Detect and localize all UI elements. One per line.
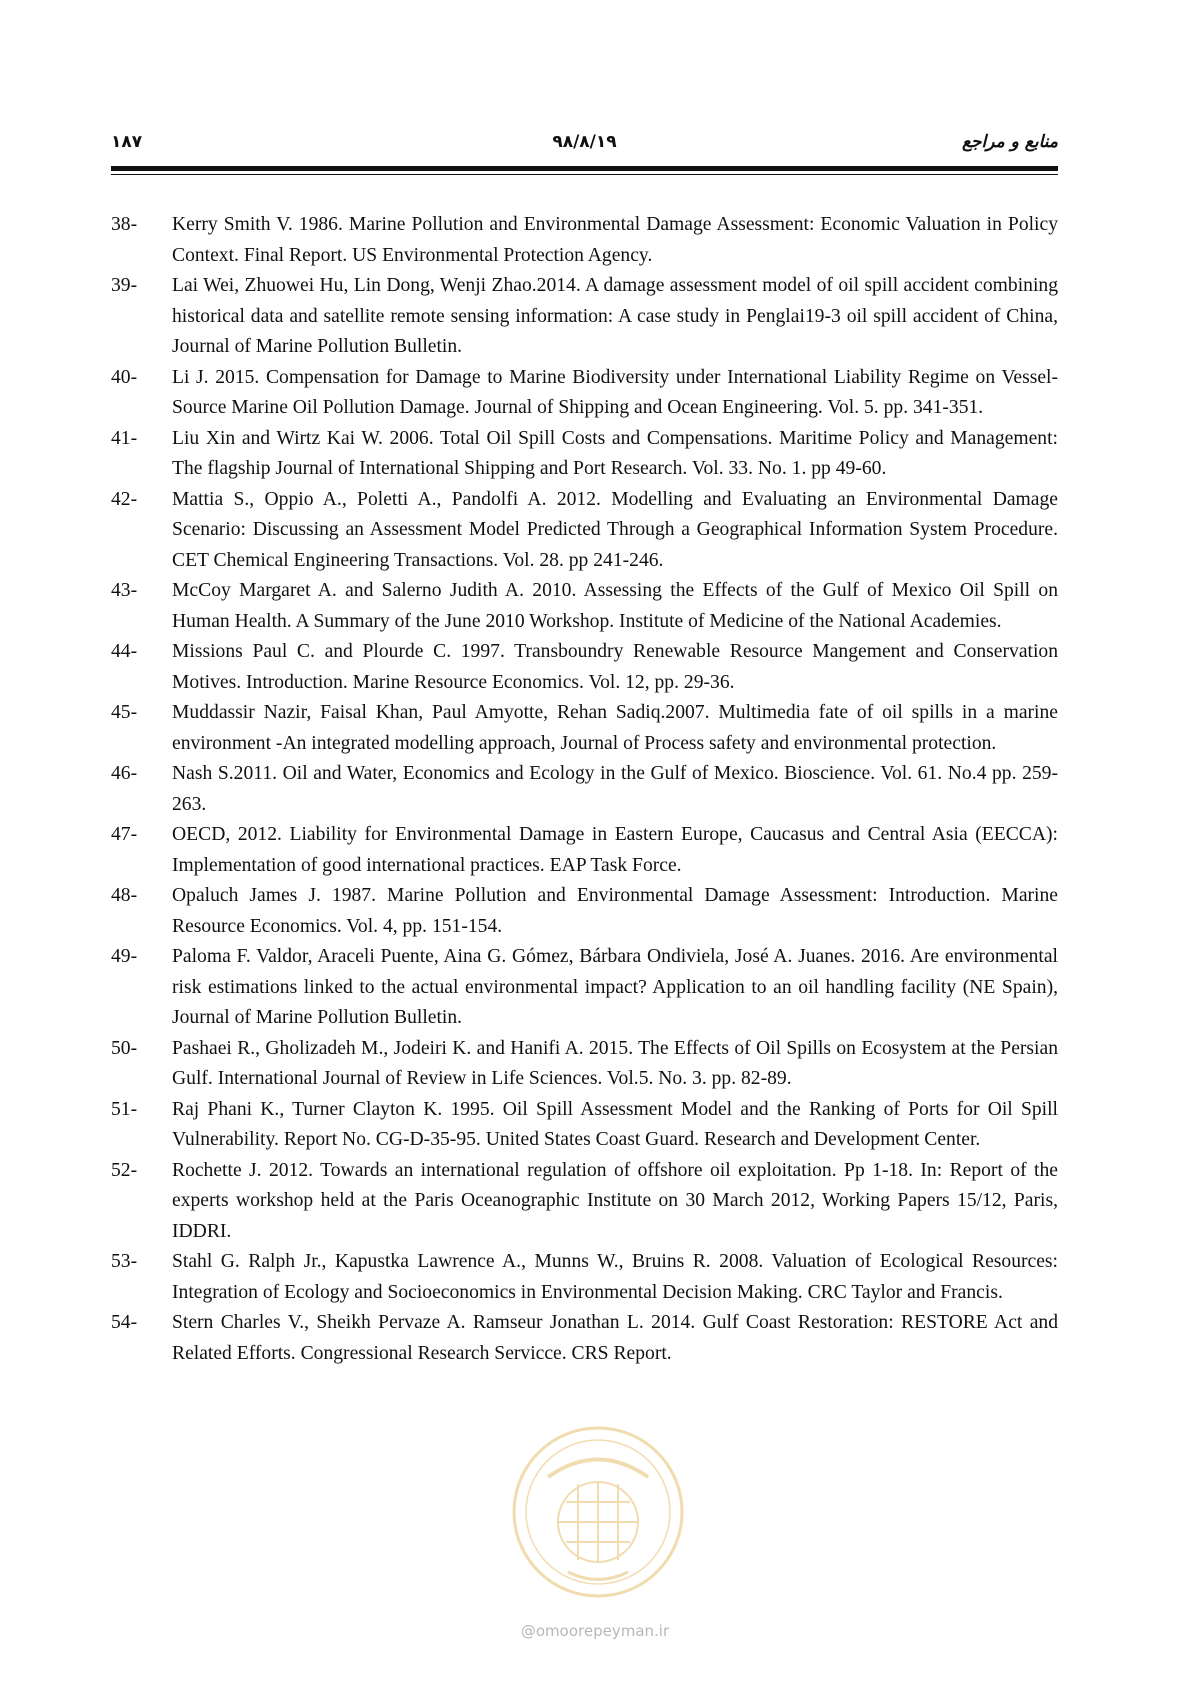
- watermark-seal-icon: [508, 1422, 688, 1602]
- header-rule-thin: [111, 174, 1058, 175]
- reference-text: Raj Phani K., Turner Clayton K. 1995. Oil Spill Assessment Model and the Ranking of Ports for Oil Spill Vulnerability. Report No. CG-D-35-95. United States Coast Guard. Research and Development Center.: [172, 1098, 1058, 1150]
- reference-number: 48-: [111, 885, 138, 906]
- reference-item: [111, 881, 1058, 942]
- reference-number: 46-: [111, 763, 138, 784]
- reference-item: [111, 1095, 1058, 1156]
- reference-number: 43-: [111, 580, 138, 601]
- reference-text: Stern Charles V., Sheikh Pervaze A. Ramseur Jonathan L. 2014. Gulf Coast Restoration: RESTORE Act and Related Efforts. Congressional Research Servicce. CRS Report.: [172, 1312, 1058, 1364]
- reference-item: [111, 424, 1058, 485]
- reference-number: 52-: [111, 1159, 138, 1181]
- reference-item: [111, 1034, 1058, 1095]
- reference-text: Rochette J. 2012. Towards an international regulation of offshore oil exploitation. Pp 1-18. In: Report of the experts workshop held at the Paris Oceanographic Institute on 30 March 2012, Working Papers 15/12, Paris, IDDRI.: [172, 1159, 1058, 1242]
- reference-number: 39-: [111, 275, 138, 296]
- reference-number: 41-: [111, 427, 138, 449]
- reference-text: Missions Paul C. and Plourde C. 1997. Transboundry Renewable Resource Mangement and Conservation Motives. Introduction. Marine Resource Economics. Vol. 12, pp. 29-36.: [172, 641, 1058, 693]
- running-title: منابع و مراجع: [961, 132, 1058, 152]
- reference-item: [111, 759, 1058, 820]
- reference-number: 51-: [111, 1098, 138, 1120]
- reference-text: Mattia S., Oppio A., Poletti A., Pandolfi A. 2012. Modelling and Evaluating an Environmental Damage Scenario: Discussing an Assessment Model Predicted Through a Geographical Information System Procedure. CET Chemical Engineering Transactions. Vol. 28. pp 241-246.: [172, 488, 1058, 571]
- reference-item: [111, 1156, 1058, 1248]
- reference-text: Lai Wei, Zhuowei Hu, Lin Dong, Wenji Zhao.2014. A damage assessment model of oil spill accident combining historical data and satellite remote sensing information: A case study in Penglai19-3 oil spill accident of China, Journal of Marine Pollution Bulletin.: [172, 275, 1058, 357]
- reference-number: 44-: [111, 641, 138, 662]
- reference-item: [111, 576, 1058, 637]
- page-number: ۱۸۷: [111, 132, 143, 152]
- reference-number: 50-: [111, 1037, 138, 1059]
- reference-number: 53-: [111, 1251, 138, 1272]
- reference-item: [111, 485, 1058, 577]
- reference-text: Paloma F. Valdor, Araceli Puente, Aina G. Gómez, Bárbara Ondiviela, José A. Juanes. 2016. Are environmental risk estimations linked to the actual environmental impact? Application to an oil handling facility (NE Spain), Journal of Marine Pollution Bulletin.: [172, 946, 1058, 1028]
- reference-item: [111, 1247, 1058, 1308]
- reference-item: [111, 210, 1058, 271]
- reference-number: 47-: [111, 824, 138, 845]
- reference-number: 40-: [111, 366, 138, 388]
- reference-text: Opaluch James J. 1987. Marine Pollution and Environmental Damage Assessment: Introduction. Marine Resource Economics. Vol. 4, pp. 151-154.: [172, 885, 1058, 937]
- reference-list: [111, 210, 1058, 1369]
- reference-number: 42-: [111, 488, 138, 510]
- reference-text: Nash S.2011. Oil and Water, Economics and Ecology in the Gulf of Mexico. Bioscience. Vol. 61. No.4 pp. 259-263.: [172, 763, 1058, 815]
- reference-text: McCoy Margaret A. and Salerno Judith A. 2010. Assessing the Effects of the Gulf of Mexico Oil Spill on Human Health. A Summary of the June 2010 Workshop. Institute of Medicine of the National Academies.: [172, 580, 1058, 632]
- reference-text: Stahl G. Ralph Jr., Kapustka Lawrence A., Munns W., Bruins R. 2008. Valuation of Ecological Resources: Integration of Ecology and Socioeconomics in Environmental Decision Making. CRC Taylor and Francis.: [172, 1251, 1058, 1303]
- reference-item: [111, 637, 1058, 698]
- reference-text: Kerry Smith V. 1986. Marine Pollution and Environmental Damage Assessment: Economic Valuation in Policy Context. Final Report. US Environmental Protection Agency.: [172, 214, 1058, 266]
- header-date: ۹۸/۸/۱۹: [552, 132, 617, 152]
- reference-text: Pashaei R., Gholizadeh M., Jodeiri K. and Hanifi A. 2015. The Effects of Oil Spills on Ecosystem at the Persian Gulf. International Journal of Review in Life Sciences. Vol.5. No. 3. pp. 82-89.: [172, 1037, 1058, 1089]
- reference-text: Li J. 2015. Compensation for Damage to Marine Biodiversity under International Liability Regime on Vessel-Source Marine Oil Pollution Damage. Journal of Shipping and Ocean Engineering. Vol. 5. pp. 341-351.: [172, 366, 1058, 418]
- reference-item: [111, 271, 1058, 363]
- reference-number: 38-: [111, 214, 138, 235]
- reference-text: Muddassir Nazir, Faisal Khan, Paul Amyotte, Rehan Sadiq.2007. Multimedia fate of oil spills in a marine environment -An integrated modelling approach, Journal of Process safety and environmental protection.: [172, 702, 1058, 754]
- reference-item: [111, 363, 1058, 424]
- reference-item: [111, 698, 1058, 759]
- reference-text: Liu Xin and Wirtz Kai W. 2006. Total Oil Spill Costs and Compensations. Maritime Policy and Management: The flagship Journal of International Shipping and Port Research. Vol. 33. No. 1. pp 49-60.: [172, 427, 1058, 479]
- reference-number: 54-: [111, 1312, 138, 1333]
- reference-number: 45-: [111, 702, 138, 723]
- reference-text: OECD, 2012. Liability for Environmental Damage in Eastern Europe, Caucasus and Central Asia (EECCA): Implementation of good international practices. EAP Task Force.: [172, 824, 1058, 876]
- reference-number: 49-: [111, 946, 138, 967]
- watermark-url: @omoorepeyman.ir: [520, 1622, 670, 1640]
- header-rule-thick: [111, 166, 1058, 171]
- reference-item: [111, 820, 1058, 881]
- page-header: [111, 130, 1058, 156]
- reference-item: [111, 1308, 1058, 1369]
- reference-item: [111, 942, 1058, 1034]
